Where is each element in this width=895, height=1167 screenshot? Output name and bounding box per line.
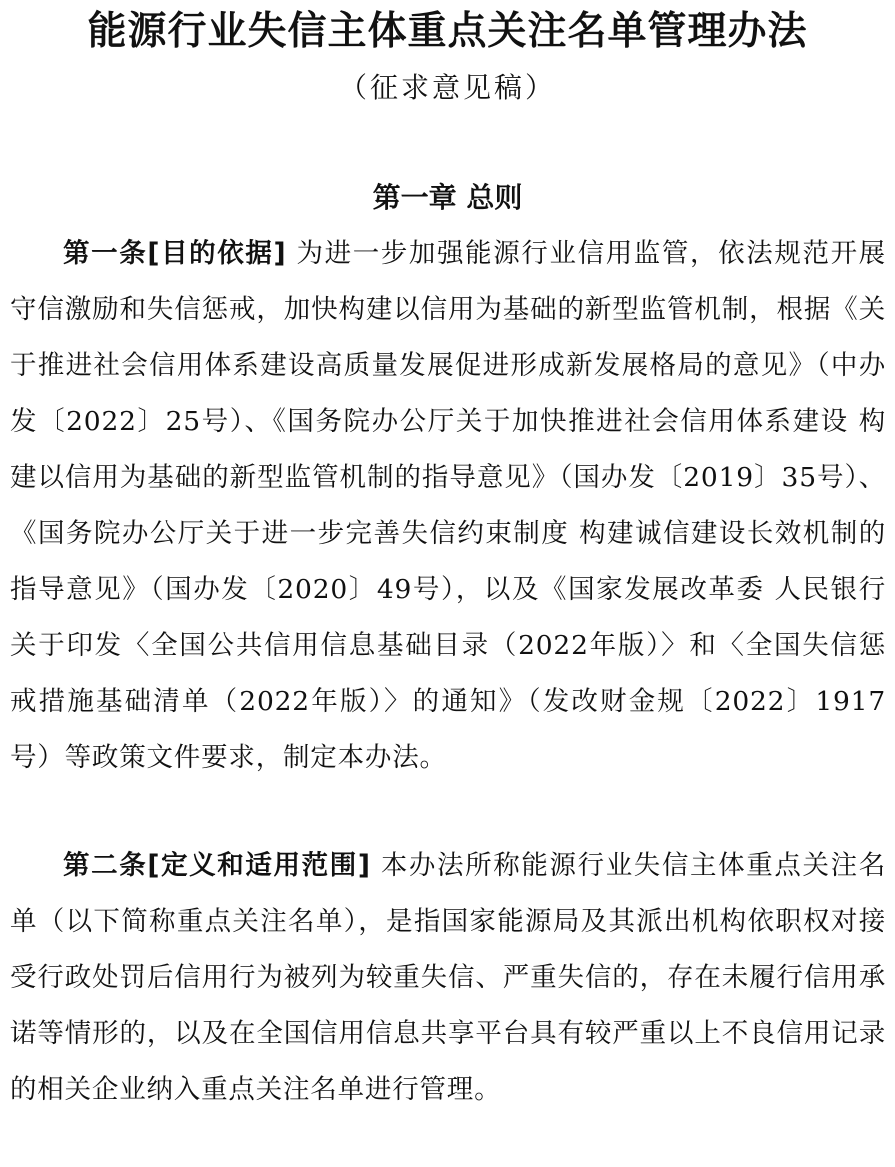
document-title: 能源行业失信主体重点关注名单管理办法	[87, 9, 808, 54]
article-2-body: 本办法所称能源行业失信主体重点关注名单（以下简称重点关注名单），是指国家能源局及其派出机构依职权对接受行政处罚后信用行为被列为较重失信、严重失信的，存在未履行信用承诺等情形的，以及在全国信用信息共享平台具有较严重以上不良信用记录的相关企业纳入重点关注名单进行管理。	[10, 850, 886, 1105]
article-2-number: 第二条	[63, 850, 148, 881]
article-2	[10, 838, 886, 1118]
article-1-body: 为进一步加强能源行业信用监管，依法规范开展守信激励和失信惩戒，加快构建以信用为基础的新型监管机制，根据《关于推进社会信用体系建设高质量发展促进形成新发展格局的意见》（中办发〔2022〕25号）、《国务院办公厅关于加快推进社会信用体系建设 构建以信用为基础的新型监管机制的指导意见》（国办发〔2019〕35号）、《国务院办公厅关于进一步完善失信约束制度 构建诚信建设长效机制的指导意见》（国办发〔2020〕49号），以及《国家发展改革委 人民银行关于印发〈全国公共信用信息基础目录（2022年版）〉和〈全国失信惩戒措施基础清单（2022年版）〉的通知》（发改财金规〔2022〕1917号）等政策文件要求，制定本办法。	[10, 238, 886, 773]
document-subtitle: （征求意见稿）	[338, 71, 556, 104]
article-1-heading: [目的依据]	[147, 238, 287, 269]
article-2-heading: [定义和适用范围]	[147, 850, 371, 881]
chapter-title: 第一章 总则	[372, 181, 523, 214]
article-1-number: 第一条	[63, 238, 148, 269]
article-1	[10, 226, 886, 786]
